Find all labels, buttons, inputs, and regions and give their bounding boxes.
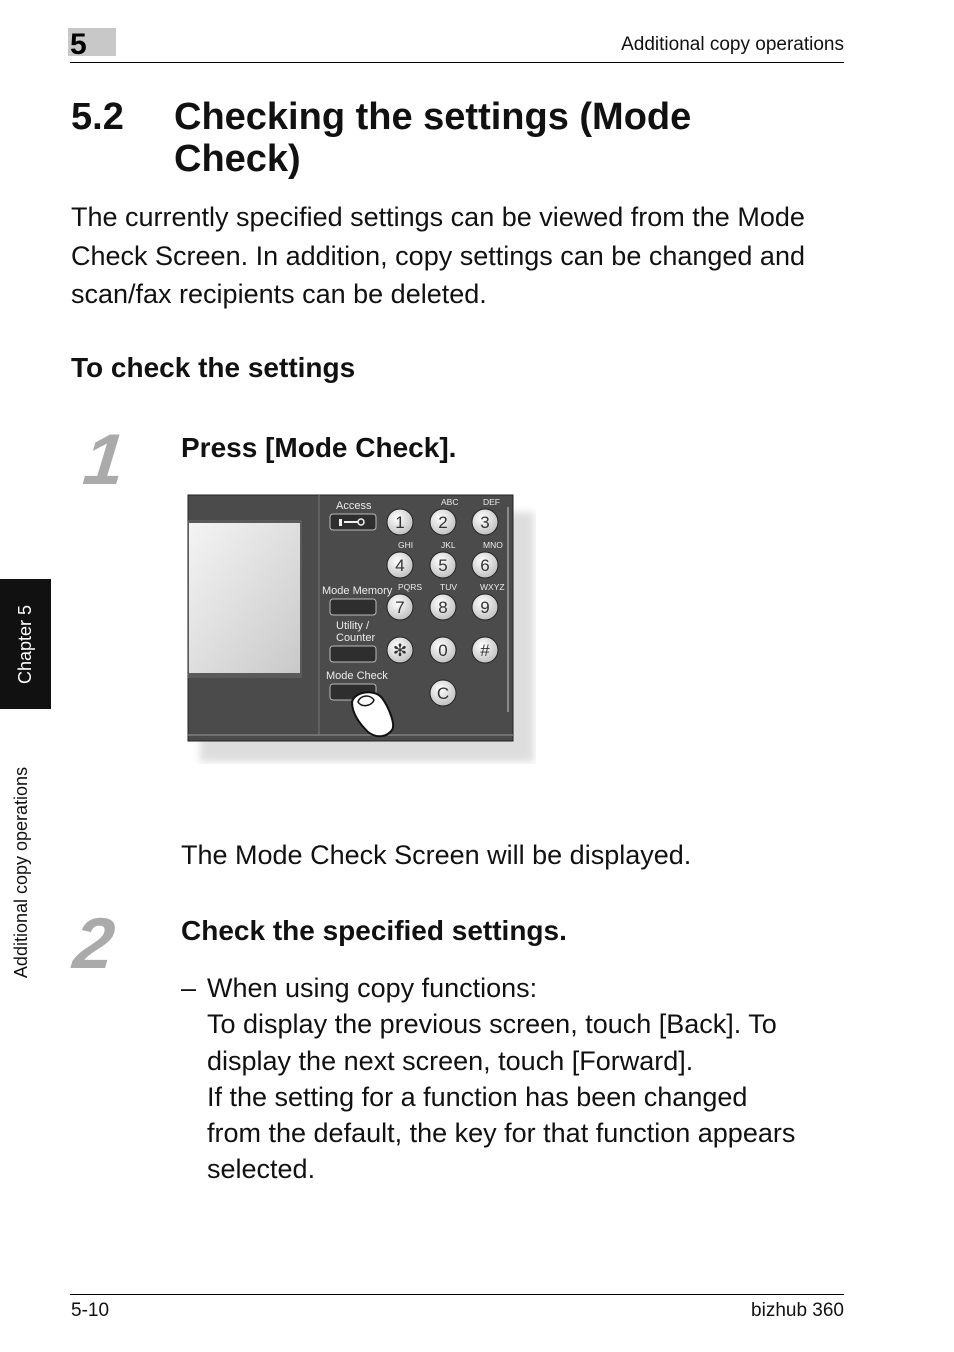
utility-label-1: Utility /	[336, 620, 369, 632]
chapter-number: 5	[70, 28, 87, 61]
key-8[interactable]	[430, 594, 456, 620]
bullet-line: If the setting for a function has been changed	[207, 1081, 748, 1112]
access-label: Access	[336, 500, 372, 512]
key-7-label: 7	[395, 598, 405, 617]
step-2-number: 2	[69, 904, 119, 984]
bullet-dash: –	[181, 973, 197, 1003]
bullet-line: When using copy functions:	[207, 973, 538, 1003]
key-5-letters: JKL	[441, 540, 456, 550]
intro-paragraph: The currently specified settings can be viewed from the Mode Check Screen. In addition, copy settings can be changed and scan/fax recipients can be deleted.	[71, 202, 805, 309]
key-4-label: 4	[395, 556, 405, 575]
step-1-result: The Mode Check Screen will be displayed.	[181, 840, 692, 870]
key-9-letters: WXYZ	[480, 582, 505, 592]
header-divider	[70, 62, 844, 63]
key-3-label: 3	[480, 513, 490, 532]
utility-counter-button[interactable]	[330, 646, 376, 662]
utility-label-2: Counter	[336, 632, 376, 644]
mode-check-label: Mode Check	[326, 670, 388, 682]
section-number: 5.2	[71, 96, 124, 138]
key-9[interactable]	[472, 594, 498, 620]
section-side-label-wrap	[0, 730, 44, 1015]
key-8-letters: TUV	[440, 582, 457, 592]
mode-memory-label: Mode Memory	[322, 585, 393, 597]
key-9-label: 9	[480, 598, 490, 617]
key-asterisk-label: ✻	[392, 641, 408, 660]
key-6-label: 6	[480, 556, 490, 575]
key-1-label: 1	[395, 513, 405, 532]
key-2[interactable]	[430, 509, 456, 535]
footer-divider	[70, 1294, 844, 1295]
key-7[interactable]	[387, 594, 413, 620]
procedure-heading: To check the settings	[71, 352, 356, 383]
section-title: Checking the settings (Mode Check)	[174, 96, 692, 180]
key-7-letters: PQRS	[398, 582, 423, 592]
key-6-letters: MNO	[483, 540, 503, 550]
key-8-label: 8	[438, 598, 448, 617]
key-clear[interactable]	[430, 680, 456, 706]
key-5[interactable]	[430, 552, 456, 578]
bullet-line: selected.	[207, 1154, 316, 1185]
section-side-label: Additional copy operations	[11, 766, 32, 979]
mode-memory-button[interactable]	[330, 599, 376, 615]
key-3[interactable]	[472, 509, 498, 535]
key-4[interactable]	[387, 552, 413, 578]
key-2-letters: ABC	[441, 497, 459, 507]
step-1-instruction: Press [Mode Check].	[181, 432, 457, 463]
key-6[interactable]	[472, 552, 498, 578]
key-clear-label: C	[436, 684, 450, 703]
running-title: Additional copy operations	[621, 34, 844, 55]
key-0-label: 0	[438, 641, 448, 660]
bullet-line: from the default, the key for that function appears	[207, 1118, 796, 1149]
page-number: 5-10	[71, 1300, 110, 1321]
step-2-instruction: Check the specified settings.	[181, 915, 567, 946]
key-4-letters: GHI	[398, 540, 414, 550]
key-3-letters: DEF	[483, 497, 500, 507]
bullet-line: To display the previous screen, touch [Back]. To	[207, 1009, 777, 1040]
bullet-line: display the next screen, touch [Forward].	[207, 1045, 694, 1076]
key-5-label: 5	[438, 556, 448, 575]
bullet-text	[207, 970, 857, 1188]
key-hash[interactable]	[472, 637, 498, 663]
key-asterisk[interactable]	[387, 637, 413, 663]
key-2-label: 2	[438, 513, 448, 532]
key-hash-label: #	[480, 641, 490, 660]
key-1[interactable]	[387, 509, 413, 535]
chapter-tab-label: Chapter 5	[15, 604, 35, 684]
control-panel-illustration	[186, 492, 536, 764]
step-1-number: 1	[79, 420, 129, 500]
key-0[interactable]	[430, 637, 456, 663]
chapter-tab-label-wrap	[0, 579, 51, 709]
product-name: bizhub 360	[751, 1300, 844, 1321]
